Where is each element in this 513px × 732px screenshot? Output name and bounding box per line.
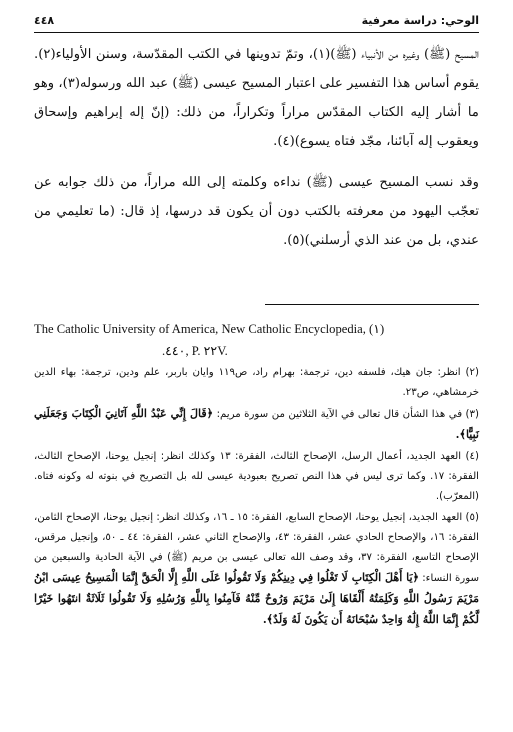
page-number: ٤٤٨	[34, 14, 55, 27]
footnote-5	[34, 508, 479, 631]
footnote-1-line2: .٤٤٠, P. ٢٢V.	[162, 344, 228, 358]
footnote-3-quran-verse: ﴿قَالَ إِنِّي عَبْدُ اللَّهِ آتَانِيَ الْكِتَابَ وَجَعَلَنِي نَبِيًّا﴾.	[34, 407, 479, 441]
header-rule	[34, 32, 479, 33]
paragraph-1: المسيح (ﷺ) وغيره من الأنبياء (ﷺ)(١)، وتمّ تدوينها في الكتب المقدّسة، وسنن الأولياء(٢). يقوم أساس هذا التفسير على اعتبار المسيح عيسى (ﷺ) عبد الله ورسوله(٣)، وهو ما أشار إليه الكتاب المقدّس مراراً وتكراراً، من ذلك: (إنّ إله إبراهيم وإسحاق ويعقوب إله آبائنا، مجّد فتاه يسوع)(٤).	[34, 47, 479, 149]
footnote-1-line1: The Catholic University of America, New Catholic Encyclopedia, (١)	[34, 322, 385, 336]
main-text	[34, 40, 479, 255]
footnote-3-text: (٣) في هذا الشأن قال تعالى في الآية الثلاثين من سورة مريم:	[216, 409, 479, 420]
footnotes	[34, 318, 479, 632]
running-header	[34, 12, 479, 34]
footnote-5-quran-verse: ﴿يَا أَهْلَ الْكِتَابِ لَا تَغْلُوا فِي دِينِكُمْ وَلَا تَقُولُوا عَلَى اللَّهِ إِلَّا الْحَقَّ إِنَّمَا الْمَسِيحُ عِيسَى ابْنُ مَرْيَمَ رَسُولُ اللَّهِ وَكَلِمَتُهُ أَلْقَاهَا إِلَىٰ مَرْيَمَ وَرُوحٌ مِّنْهُ فَآمِنُوا بِاللَّهِ وَرُسُلِهِ وَلَا تَقُولُوا ثَلَاثَةٌ انتَهُوا خَيْرًا لَّكُمْ إِنَّمَا اللَّهُ إِلَٰهٌ وَاحِدٌ سُبْحَانَهُ أَن يَكُونَ لَهُ وَلَدٌ﴾.	[34, 571, 479, 626]
footnote-5-text: (٥) العهد الجديد، إنجيل يوحنا، الإصحاح السابع، الفقرة: ١٥ ـ ١٦، وكذلك انظر: إنجيل يوحنا، الإصحاح الثامن، الفقرة: ١٦، والإصحاح الحادي عشر، الفقرة: ٤٣، والإصحاح الثاني عشر، الفقرة: ٤٤ ـ ٥٠، وإنجيل مرقس، الإصحاح التاسع، الفقرة: ٣٧، وقد وصف الله تعالى عيسى بن مريم (ﷺ) في الآية الحادية والسبعين من سورة النساء:	[34, 512, 479, 584]
footnote-4: (٤) العهد الجديد، أعمال الرسل، الإصحاح الثالث، الفقرة: ١٣ وكذلك انظر: إنجيل يوحنا، الإصحاح الثالث، الفقرة: ١٧. وكما ترى ليس في هذا النص تصريح بعبودية عيسى لله بل التصريح في بنوته له وكونه فتاه. (المعرّب).	[34, 451, 480, 502]
footnote-1	[34, 318, 479, 362]
footnote-2: (٢) انظر: جان هيك، فلسفه دين، ترجمة: بهرام راد، ص١١٩ وايان باربر، علم ودين، ترجمة: بهاء الدين خرمشاهي، ص٢٣.	[34, 367, 479, 398]
footnote-separator	[265, 304, 479, 305]
paragraph-2: وقد نسب المسيح عيسى (ﷺ) نداءه وكلمته إلى الله مراراً، من ذلك جوابه عن تعجّب اليهود من معرفته بالكتب دون أن يكون قد درسها، إذ قال: (ما تعليمي من عندي، بل من عند الذي أرسلني)(٥).	[34, 175, 479, 248]
footnote-3	[34, 404, 479, 446]
running-title: الوحي: دراسة معرفية	[361, 14, 479, 27]
